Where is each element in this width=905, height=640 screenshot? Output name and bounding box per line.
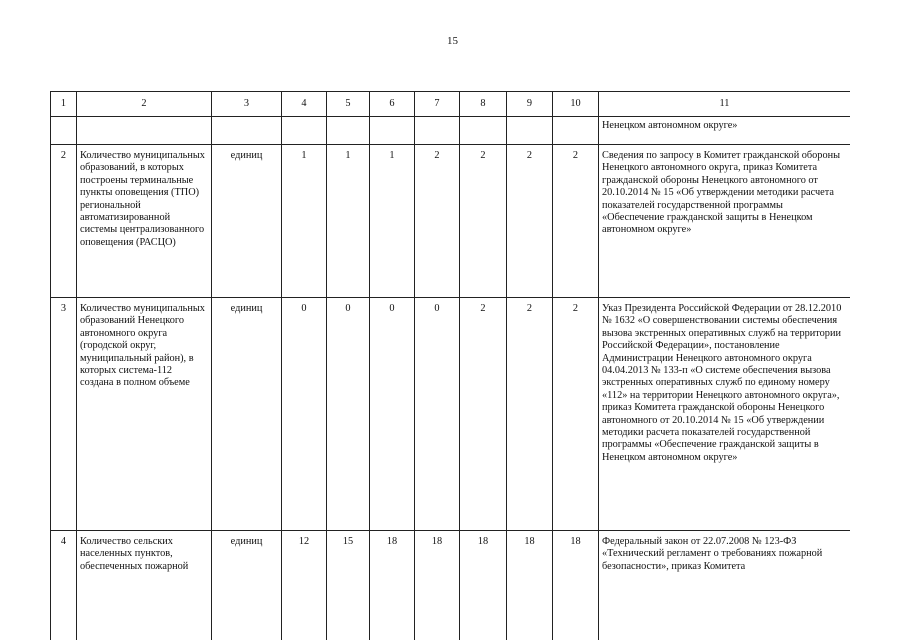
- indicator-name: Количество муниципальных образований, в которых построены терминальные пункты оповещения (ТПО) региональной автоматизированной системы централизованного оповещения (РАСЦО): [77, 145, 212, 298]
- value-cell: 1: [370, 145, 415, 298]
- value-cell: 12: [282, 531, 327, 640]
- header-cell: 4: [282, 92, 327, 117]
- header-cell: 8: [460, 92, 507, 117]
- header-cell: 7: [415, 92, 460, 117]
- value-cell: 18: [460, 531, 507, 640]
- indicator-name: Количество сельских населенных пунктов, обеспеченных пожарной: [77, 531, 212, 640]
- value-cell: 18: [415, 531, 460, 640]
- value-cell: 0: [282, 298, 327, 531]
- value-cell: 18: [370, 531, 415, 640]
- value-cell: 1: [327, 145, 370, 298]
- indicators-table-wrapper: [50, 91, 850, 640]
- value-cell: 2: [507, 298, 553, 531]
- indicators-table: [50, 91, 850, 640]
- value-cell: 2: [460, 298, 507, 531]
- value-cell: 18: [553, 531, 599, 640]
- unit-cell: единиц: [212, 531, 282, 640]
- indicator-name: Количество муниципальных образований Ненецкого автономного округа (городской округ, муниципальный район), в которых система-112 создана в полном объеме: [77, 298, 212, 531]
- table-header-row: [51, 92, 851, 117]
- row-number: 4: [51, 531, 77, 640]
- source-cell: Сведения по запросу в Комитет гражданской обороны Ненецкого автономного округа, приказ Комитета гражданской обороны Ненецкого автономного от 20.10.2014 № 15 «Об утверждении методики расчета показателей государственной программы «Обеспечение гражданской защиты в Ненецком автономном округе»: [599, 145, 851, 298]
- table-row-continuation: [51, 117, 851, 145]
- header-cell: 3: [212, 92, 282, 117]
- table-row: [51, 531, 851, 640]
- value-cell: 2: [553, 298, 599, 531]
- value-cell: 0: [415, 298, 460, 531]
- source-cell: Указ Президента Российской Федерации от 28.12.2010 № 1632 «О совершенствовании системы обеспечения вызова экстренных оперативных служб на территории Российской Федерации», постановление Администрации Ненецкого автономного округа 04.04.2013 № 133-п «О системе обеспечения вызова экстренных оперативных служб по единому номеру «112» на территории Ненецкого автономного округа», приказ Комитета гражданской обороны Ненецкого автономного от 20.10.2014 № 15 «Об утверждении методики расчета показателей государственной программы «Обеспечение гражданской защиты в Ненецком автономном округе»: [599, 298, 851, 531]
- value-cell: 2: [415, 145, 460, 298]
- row-number: 3: [51, 298, 77, 531]
- header-cell: 6: [370, 92, 415, 117]
- header-cell: 9: [507, 92, 553, 117]
- value-cell: 18: [507, 531, 553, 640]
- value-cell: 0: [327, 298, 370, 531]
- header-cell: 1: [51, 92, 77, 117]
- table-row: [51, 145, 851, 298]
- value-cell: 2: [507, 145, 553, 298]
- header-cell: 5: [327, 92, 370, 117]
- header-cell: 11: [599, 92, 851, 117]
- header-cell: 10: [553, 92, 599, 117]
- table-row: [51, 298, 851, 531]
- page-number: 15: [447, 35, 458, 47]
- value-cell: 15: [327, 531, 370, 640]
- row-number: 2: [51, 145, 77, 298]
- unit-cell: единиц: [212, 298, 282, 531]
- source-cell: Федеральный закон от 22.07.2008 № 123-ФЗ «Технический регламент о требованиях пожарной безопасности», приказ Комитета: [599, 531, 851, 640]
- header-cell: 2: [77, 92, 212, 117]
- value-cell: 1: [282, 145, 327, 298]
- unit-cell: единиц: [212, 145, 282, 298]
- source-cell: Ненецком автономном округе»: [599, 117, 851, 145]
- value-cell: 0: [370, 298, 415, 531]
- value-cell: 2: [460, 145, 507, 298]
- value-cell: 2: [553, 145, 599, 298]
